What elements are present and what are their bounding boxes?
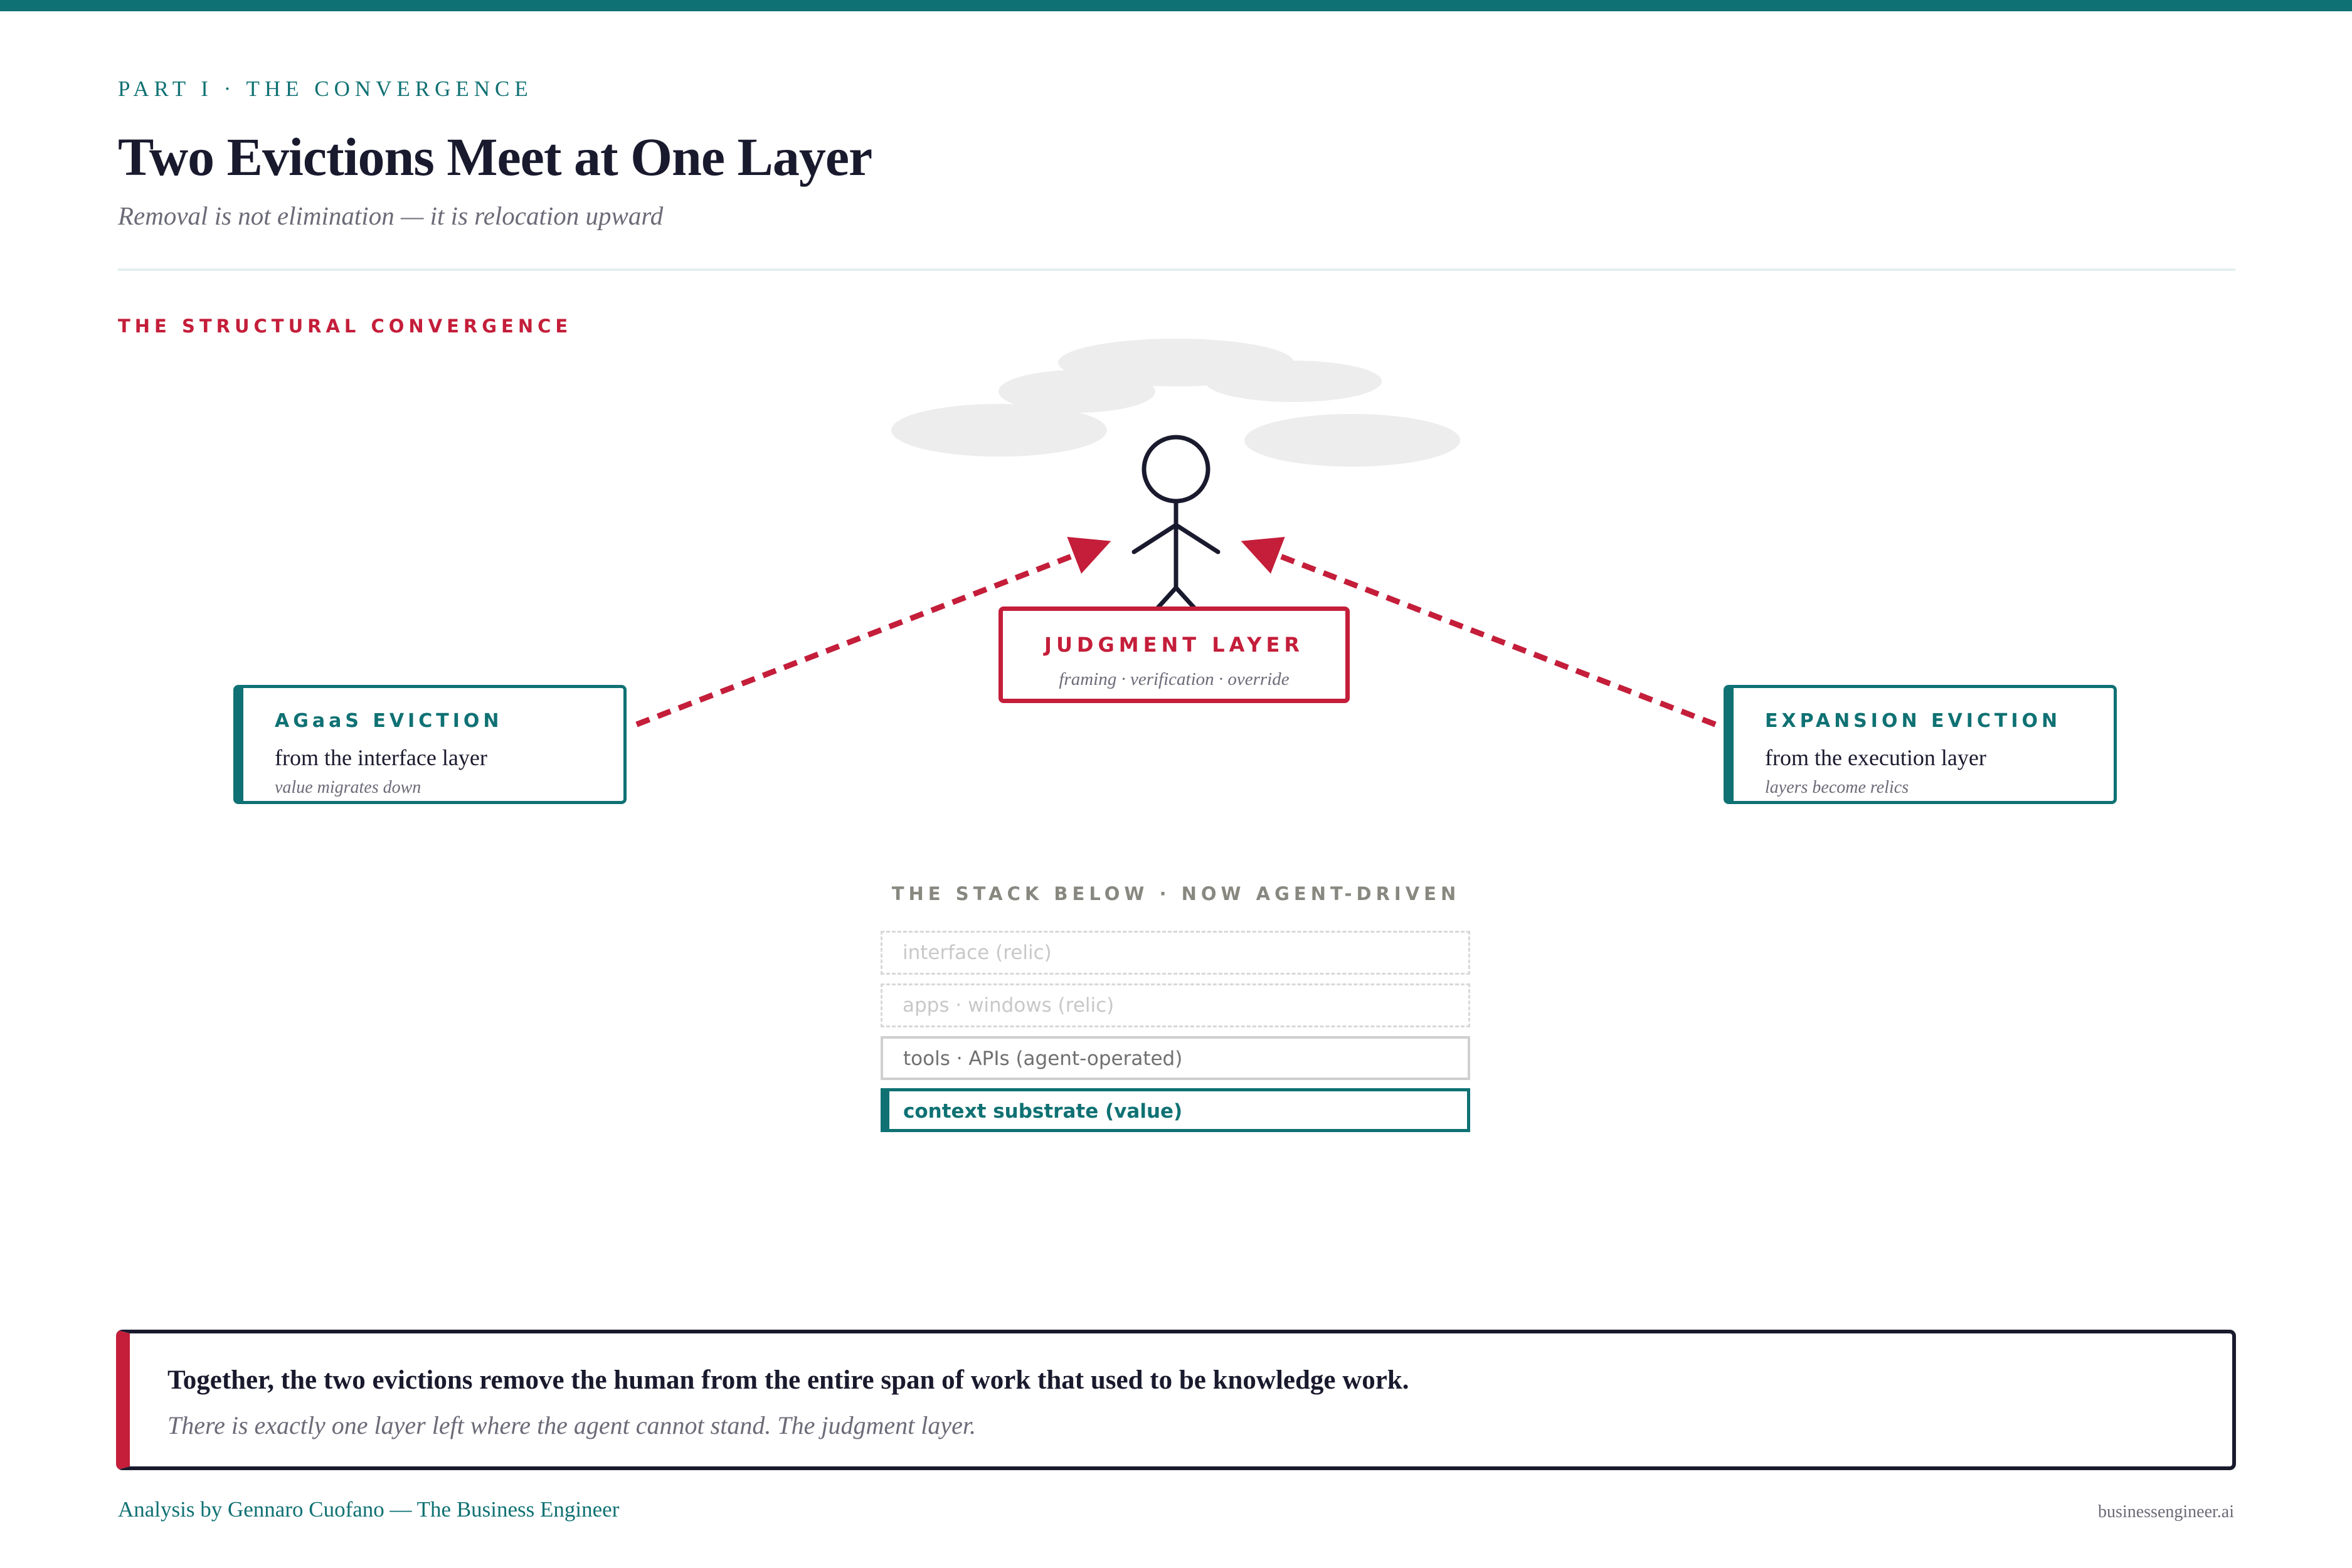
judgment-layer-title: JUDGMENT LAYER — [1044, 633, 1304, 657]
cloud-shapes — [891, 339, 1460, 467]
expansion-eviction-main: from the execution layer — [1765, 745, 1986, 770]
expansion-eviction-title: EXPANSION EVICTION — [1765, 710, 2062, 732]
judgment-layer-box — [999, 607, 1350, 703]
human-figure-icon — [1134, 437, 1218, 615]
agaas-eviction-sub: value migrates down — [275, 778, 421, 797]
footer-site: businessengineer.ai — [2098, 1502, 2234, 1522]
conclusion-callout — [116, 1330, 2236, 1470]
page-subtitle: Removal is not elimination — it is relocation upward — [118, 201, 664, 230]
section-label: THE STRUCTURAL CONVERGENCE — [118, 315, 573, 337]
cloud-ellipse — [1205, 361, 1382, 402]
eyebrow: PART I · THE CONVERGENCE — [118, 77, 533, 101]
agaas-eviction-main: from the interface layer — [275, 745, 487, 770]
expansion-eviction-sub: layers become relics — [1765, 778, 1909, 797]
agaas-eviction-title: AGaaS EVICTION — [275, 710, 503, 732]
page-title: Two Evictions Meet at One Layer — [118, 127, 872, 187]
callout-main-text: Together, the two evictions remove the human from the entire span of work that used to be knowledge work. — [167, 1365, 1409, 1395]
stack-label: THE STACK BELOW · NOW AGENT-DRIVEN — [891, 883, 1461, 904]
callout-sub-text: There is exactly one layer left where the agent cannot stand. The judgment layer. — [167, 1411, 976, 1439]
stack-layer-interface: interface (relic) — [881, 931, 1470, 975]
stack-layer-apps: apps · windows (relic) — [881, 983, 1470, 1027]
judgment-layer-subtitle: framing · verification · override — [1059, 669, 1290, 689]
expansion-eviction-box — [1724, 685, 2117, 804]
stack-layer-tools: tools · APIs (agent-operated) — [881, 1036, 1470, 1080]
footer-attribution: Analysis by Gennaro Cuofano — The Business Engineer — [118, 1497, 620, 1522]
cloud-ellipse — [1244, 414, 1460, 467]
cloud-ellipse — [891, 404, 1107, 457]
stack-layer-context: context substrate (value) — [881, 1088, 1470, 1132]
agaas-eviction-box — [233, 685, 627, 804]
